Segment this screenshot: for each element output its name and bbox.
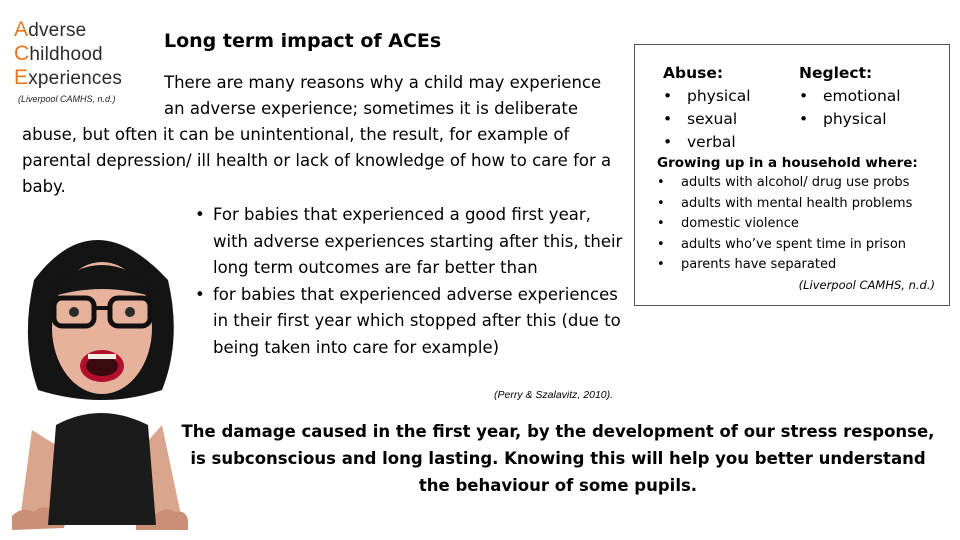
household-item: • adults with mental health problems <box>657 194 947 215</box>
aces-categories-panel <box>634 44 950 306</box>
bullet-dot-icon: • <box>799 110 809 128</box>
household-item: • domestic violence <box>657 214 947 235</box>
bullet-dot-icon: • <box>657 175 665 190</box>
perry-citation: (Perry & Szalavitz, 2010). <box>494 389 614 401</box>
outcome-bullets <box>190 202 630 361</box>
abuse-column <box>663 63 751 154</box>
slide-title: Long term impact of ACEs <box>164 30 442 52</box>
abuse-item: • sexual <box>663 108 751 131</box>
bullet-dot-icon: • <box>663 87 673 105</box>
household-item: • adults who’ve spent time in prison <box>657 235 947 256</box>
neglect-item: • physical <box>799 108 901 131</box>
logo-credit: (Liverpool CAMHS, n.d.) <box>18 94 116 104</box>
bullet-dot-icon: • <box>195 284 205 304</box>
screaming-woman-photo <box>12 220 188 530</box>
logo-line-childhood: Childhood <box>14 42 103 65</box>
neglect-heading: Neglect: <box>799 64 873 82</box>
bullet-dot-icon: • <box>195 205 205 224</box>
bullet-dot-icon: • <box>799 87 809 105</box>
logo-line-experiences: Experiences <box>14 66 123 89</box>
household-heading: Growing up in a household where: <box>657 155 918 171</box>
bullet-dot-icon: • <box>657 257 665 272</box>
bullet-dot-icon: • <box>657 236 665 252</box>
abuse-item: • verbal <box>663 131 751 154</box>
bullet-dot-icon: • <box>663 110 673 128</box>
body-dress <box>48 413 156 525</box>
conclusion-text: The damage caused in the first year, by the development of our stress response, is subconscious and long lasting. Knowing this will help you better understand the behaviour of some pupils. <box>181 422 935 495</box>
abuse-heading: Abuse: <box>663 64 724 82</box>
intro-rest: abuse, but often it can be unintentional, the result, for example of parental depression/ ill health or lack of knowledge of how to care for a baby. <box>22 125 612 196</box>
intro-paragraph <box>22 70 634 200</box>
intro-line-2: an adverse experience; sometimes it is deliberate <box>164 99 579 118</box>
bullet-dot-icon: • <box>657 216 665 231</box>
abuse-item: • physical <box>663 85 751 108</box>
bullet-dot-icon: • <box>663 133 673 151</box>
household-section <box>657 153 947 276</box>
bullet-dot-icon: • <box>657 195 665 211</box>
bullet-item: • for babies that experienced adverse experiences in their first year which stopped after this (due to being taken into care for example) <box>190 282 630 362</box>
neglect-item: • emotional <box>799 85 901 108</box>
neglect-column <box>799 63 901 131</box>
household-item: • adults with alcohol/ drug use probs <box>657 173 947 194</box>
intro-line-1: There are many reasons why a child may experience <box>164 73 602 92</box>
panel-credit: (Liverpool CAMHS, n.d.) <box>798 278 935 292</box>
bullet-item: • For babies that experienced a good first year, with adverse experiences starting after this, their long term outcomes are far better than <box>190 202 630 282</box>
logo-line-adverse: Adverse <box>14 18 87 41</box>
household-item: • parents have separated <box>657 255 947 276</box>
